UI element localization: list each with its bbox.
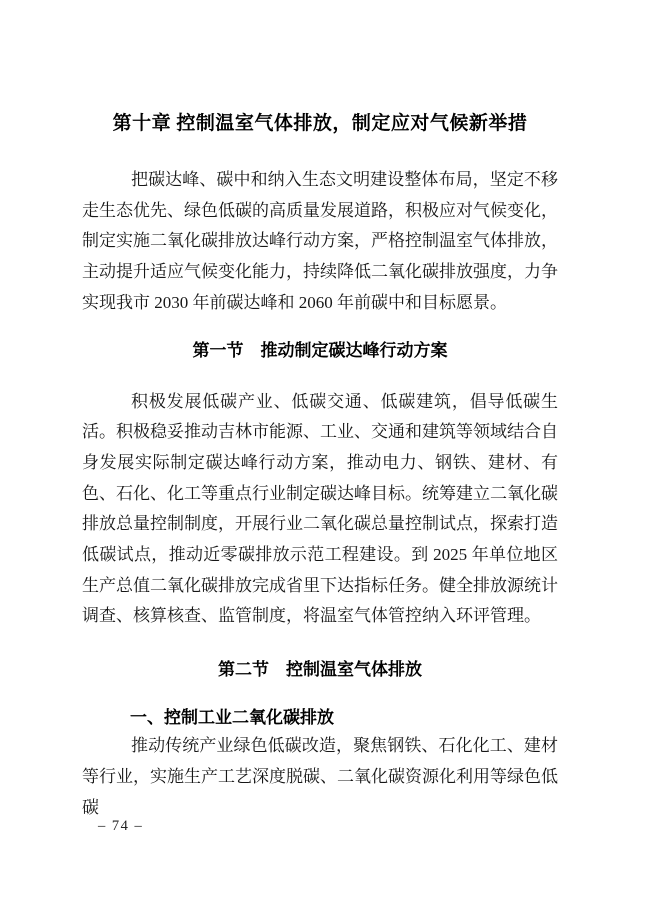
section-1-paragraph: 积极发展低碳产业、低碳交通、低碳建筑，倡导低碳生活。积极稳妥推动吉林市能源、工业、交通和建筑等领域结合自身发展实际制定碳达峰行动方案，推动电力、钢铁、建材、有色、石化、化工等重点行业制定碳达峰目标。统筹建立二氧化碳排放总量控制制度，开展行业二氧化碳总量控制试点，探索打造低碳试点，推动近零碳排放示范工程建设。到 2025 年单位地区生产总值二氧化碳排放完成省里下达指标任务。健全排放源统计调查、核算核查、监管制度，将温室气体管控纳入环评管理。 — [82, 391, 558, 626]
subsection-1-title: 一、控制工业二氧化碳排放 — [130, 708, 334, 728]
chapter-title: 第十章 控制温室气体排放，制定应对气候新举措 — [112, 113, 528, 134]
document-content — [82, 0, 558, 823]
page-number: – 74 – — [98, 818, 144, 834]
intro-paragraph: 把碳达峰、碳中和纳入生态文明建设整体布局，坚定不移走生态优先、绿色低碳的高质量发展道路，积极应对气候变化，制定实施二氧化碳排放达峰行动方案，严格控制温室气体排放，主动提升适应气候变化能力，持续降低二氧化碳排放强度，力争实现我市 2030 年前碳达峰和 2060 年前碳中和目标愿景。 — [82, 170, 558, 312]
section-2-title: 第二节 控制温室气体排放 — [218, 660, 422, 680]
section-1-title: 第一节 推动制定碳达峰行动方案 — [192, 340, 448, 360]
subsection-1-paragraph: 推动传统产业绿色低碳改造，聚焦钢铁、石化化工、建材等行业，实施生产工艺深度脱碳、二氧化碳资源化利用等绿色低碳 — [82, 736, 558, 817]
